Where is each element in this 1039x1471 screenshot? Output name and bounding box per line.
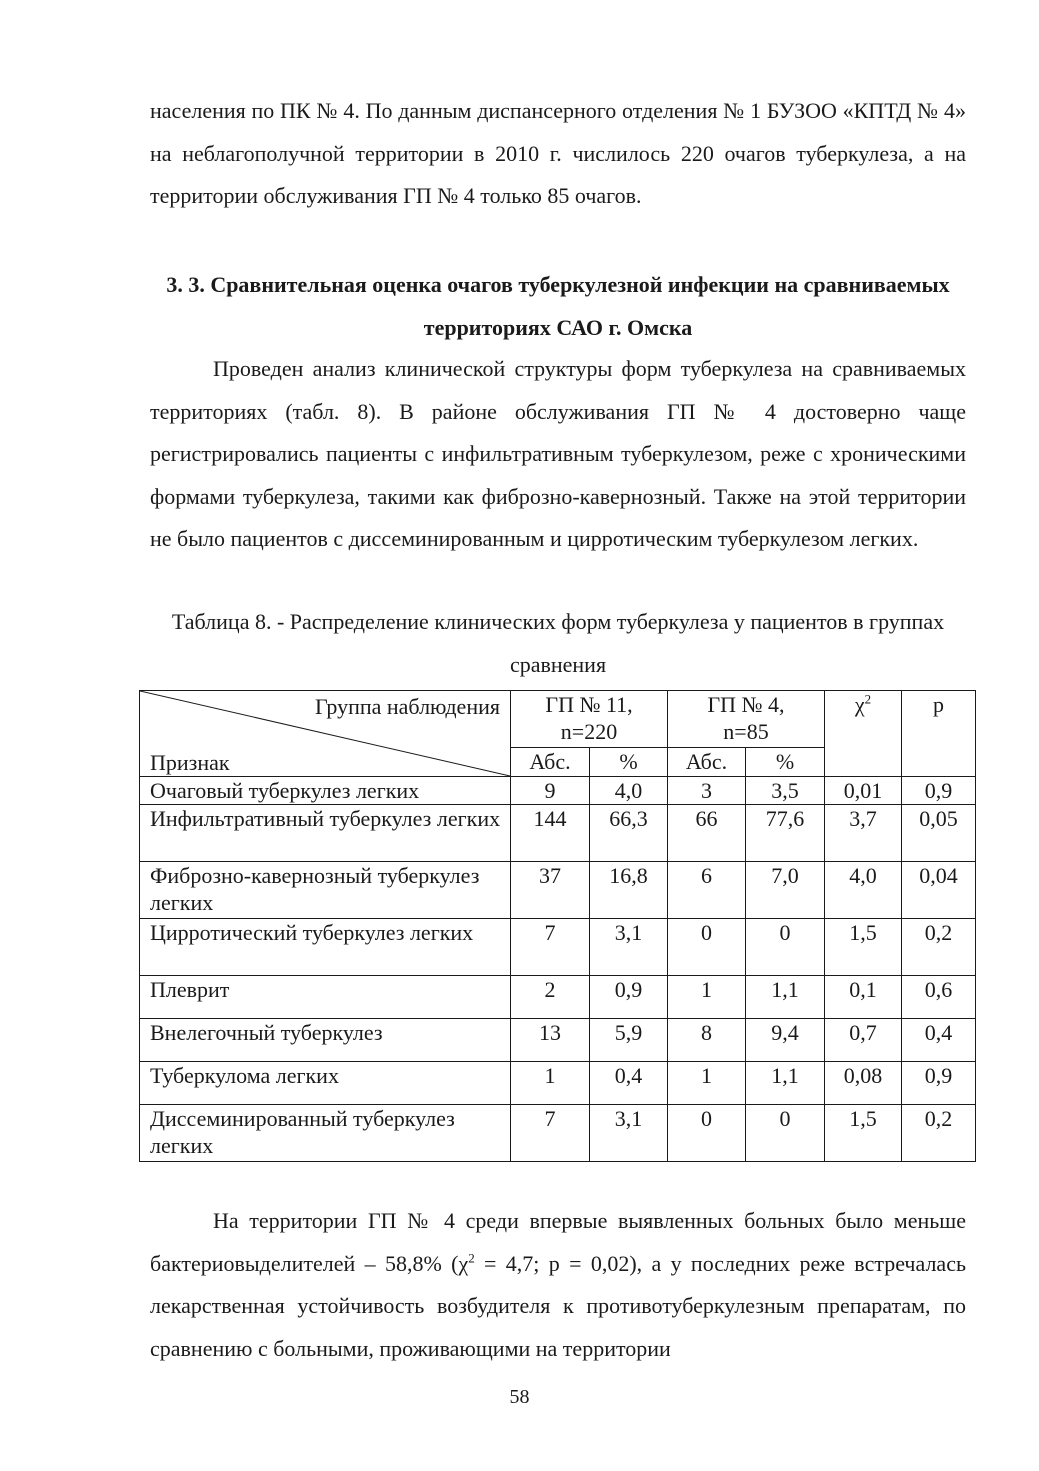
group2-header: ГП № 4, n=85 [668, 691, 825, 748]
p-value-header: p [902, 691, 976, 777]
cell-abs2: 1 [668, 1062, 746, 1105]
cell-p: 0,4 [902, 1019, 976, 1062]
cell-chi2: 1,5 [825, 1105, 902, 1162]
table-caption: Таблица 8. - Распределение клинических форм туберкулеза у пациентов в группах сравнения [171, 609, 945, 677]
pct-subheader: % [746, 748, 825, 777]
cell-abs1: 7 [511, 1105, 590, 1162]
row-label: Диссеминированный туберкулез легких [140, 1105, 511, 1162]
cell-abs2: 1 [668, 976, 746, 1019]
cell-pct2: 0 [746, 1105, 825, 1162]
cell-chi2: 0,01 [825, 777, 902, 805]
cell-p: 0,2 [902, 1105, 976, 1162]
row-label: Туберкулома легких [140, 1062, 511, 1105]
row-label: Инфильтративный туберкулез легких [140, 805, 511, 862]
row-label: Цирротический туберкулез легких [140, 919, 511, 976]
cell-p: 0,05 [902, 805, 976, 862]
cell-pct2: 1,1 [746, 1062, 825, 1105]
cell-p: 0,2 [902, 919, 976, 976]
table-row [140, 1019, 976, 1062]
clinical-forms-table [139, 690, 976, 1162]
cell-chi2: 0,08 [825, 1062, 902, 1105]
cell-pct1: 0,4 [590, 1062, 668, 1105]
abs-subheader: Абс. [511, 748, 590, 777]
table-row [140, 777, 976, 805]
header-diagonal-cell [140, 691, 511, 777]
cell-chi2: 4,0 [825, 862, 902, 919]
cell-chi2: 3,7 [825, 805, 902, 862]
cell-abs1: 144 [511, 805, 590, 862]
cell-abs1: 2 [511, 976, 590, 1019]
cell-pct1: 0,9 [590, 976, 668, 1019]
intro-paragraph: населения по ПК № 4. По данным диспансерного отделения № 1 БУЗОО «КПТД № 4» на неблагополучной территории в 2010 г. числилось 220 очагов туберкулеза, а на территории обслуживания ГП № 4 только 85 очагов. [150, 98, 966, 208]
cell-abs1: 7 [511, 919, 590, 976]
pct-subheader: % [590, 748, 668, 777]
cell-chi2: 0,1 [825, 976, 902, 1019]
abs-subheader: Абс. [668, 748, 746, 777]
cell-pct1: 66,3 [590, 805, 668, 862]
cell-abs1: 37 [511, 862, 590, 919]
cell-chi2: 1,5 [825, 919, 902, 976]
cell-abs2: 0 [668, 1105, 746, 1162]
cell-abs1: 9 [511, 777, 590, 805]
cell-pct2: 7,0 [746, 862, 825, 919]
row-label: Плеврит [140, 976, 511, 1019]
cell-p: 0,6 [902, 976, 976, 1019]
cell-p: 0,04 [902, 862, 976, 919]
cell-abs1: 13 [511, 1019, 590, 1062]
cell-abs2: 6 [668, 862, 746, 919]
cell-pct2: 3,5 [746, 777, 825, 805]
group-header-label: Группа наблюдения [315, 694, 500, 719]
cell-p: 0,9 [902, 777, 976, 805]
cell-pct1: 5,9 [590, 1019, 668, 1062]
section-paragraph: Проведен анализ клинической структуры форм туберкулеза на сравниваемых территориях (табл. 8). В районе обслуживания ГП № 4 достоверно чаще регистрировались пациенты с инфильтративным туберкулезом, реже с хроническими формами туберкулеза, такими как фиброзно-кавернозный. Также на этой территории не было пациентов с диссеминированным и цирротическим туберкулезом легких. [150, 356, 966, 551]
row-label: Внелегочный туберкулез [140, 1019, 511, 1062]
sign-header-label: Признак [150, 750, 230, 775]
cell-pct2: 9,4 [746, 1019, 825, 1062]
table-row [140, 976, 976, 1019]
group1-header: ГП № 11, n=220 [511, 691, 668, 748]
cell-p: 0,9 [902, 1062, 976, 1105]
table-row [140, 1062, 976, 1105]
closing-paragraph: На территории ГП № 4 среди впервые выявленных больных было меньше бактериовыделителей – 58,8% ($\chi^2 = 4,7$; р = 0,02), а у последних реже встречалась лекарственная устойчивость возбудителя к противотуберкулезным препаратам, по сравнению с больными, проживающими на территории [150, 1208, 966, 1361]
cell-pct2: 0 [746, 919, 825, 976]
cell-abs1: 1 [511, 1062, 590, 1105]
page-number: 58 [509, 1386, 530, 1408]
cell-chi2: 0,7 [825, 1019, 902, 1062]
cell-pct1: 3,1 [590, 919, 668, 976]
row-label: Очаговый туберкулез легких [140, 777, 511, 805]
cell-pct2: 1,1 [746, 976, 825, 1019]
chi-square-header: $\chi^2$ [825, 691, 902, 777]
section-heading: 3. 3. Сравнительная оценка очагов туберкулезной инфекции на сравниваемых территориях САО г. Омска [166, 272, 950, 340]
cell-pct1: 3,1 [590, 1105, 668, 1162]
row-label: Фиброзно-кавернозный туберкулез легких [140, 862, 511, 919]
cell-pct2: 77,6 [746, 805, 825, 862]
cell-abs2: 3 [668, 777, 746, 805]
cell-pct1: 4,0 [590, 777, 668, 805]
cell-abs2: 0 [668, 919, 746, 976]
table-row [140, 862, 976, 919]
cell-abs2: 8 [668, 1019, 746, 1062]
cell-pct1: 16,8 [590, 862, 668, 919]
cell-abs2: 66 [668, 805, 746, 862]
table-row [140, 805, 976, 862]
table-row [140, 1105, 976, 1162]
table-row [140, 919, 976, 976]
